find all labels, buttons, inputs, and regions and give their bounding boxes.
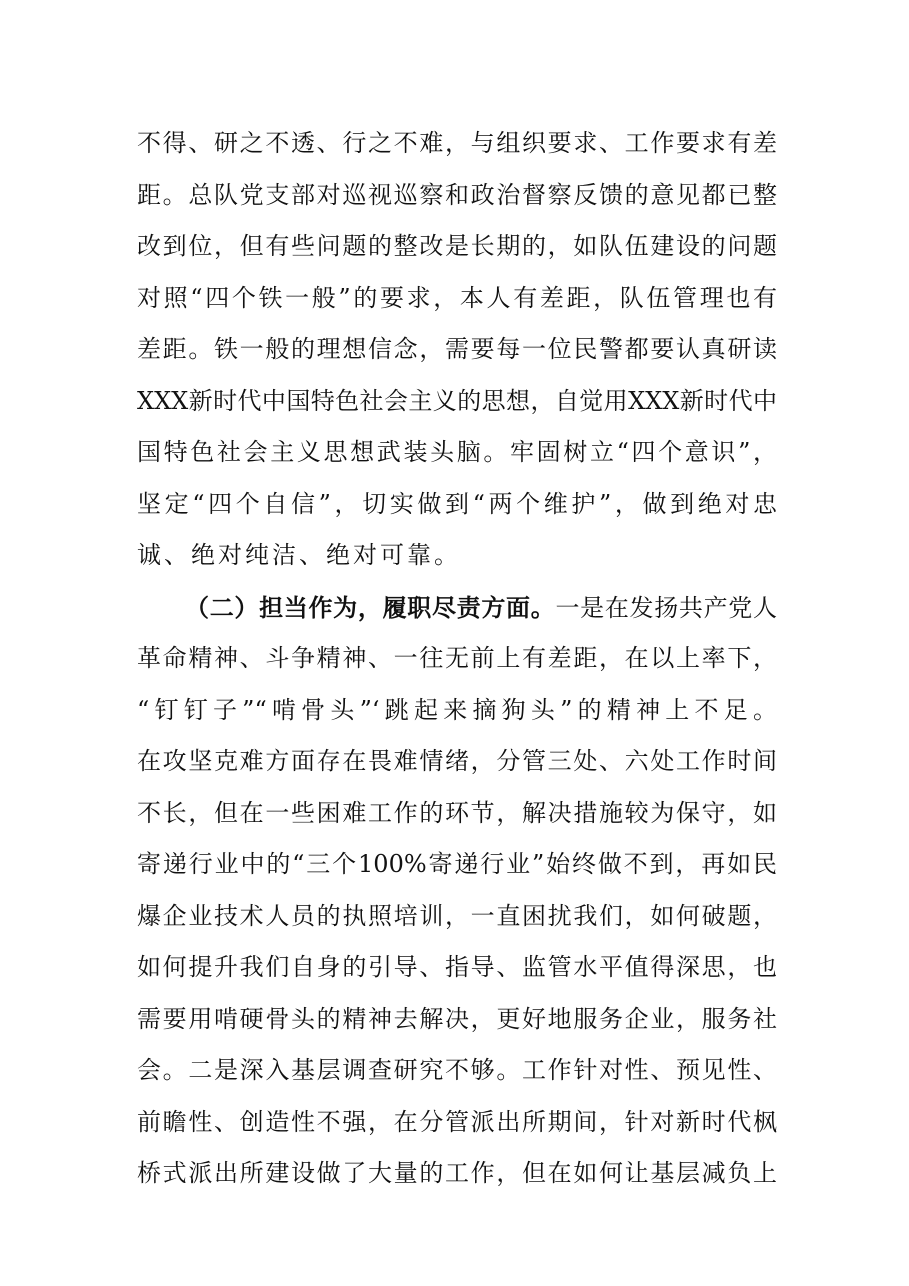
- text-line: 坚定“四个自信”，切实做到“两个维护”，做到绝对忠: [137, 489, 777, 518]
- text-line-first: [137, 582, 777, 634]
- text-line: 诚、绝对纯洁、绝对可靠。: [137, 541, 461, 569]
- text-line: 在攻坚克难方面存在畏难情绪，分管三处、六处工作时间: [137, 747, 777, 775]
- text-line: 爆企业技术人员的执照培训，一直困扰我们，如何破题，: [137, 901, 777, 930]
- text-line: 改到位，但有些问题的整改是长期的，如队伍建设的问题: [137, 232, 777, 260]
- text-line: 会。二是深入基层调查研究不够。工作针对性、预见性、: [137, 1056, 777, 1084]
- heading-continuation: 一是在发扬共产党人: [555, 593, 778, 622]
- text-line: 桥式派出所建设做了大量的工作，但在如何让基层减负上: [137, 1159, 777, 1187]
- paragraph-2: [137, 582, 777, 1200]
- document-body: [137, 118, 777, 1200]
- text-line: 革命精神、斗争精神、一往无前上有差距，在以上率下，: [137, 644, 777, 672]
- text-line: 国特色社会主义思想武装头脑。牢固树立“四个意识”，: [137, 438, 777, 466]
- section-heading: （二）担当作为，履职尽责方面。: [185, 592, 556, 622]
- text-line: 寄递行业中的“三个100%寄递行业”始终做不到，再如民: [137, 850, 777, 878]
- text-line: XXX新时代中国特色社会主义的思想，自觉用XXX新时代中: [137, 386, 777, 415]
- text-line: 差距。铁一般的理想信念，需要每一位民警都要认真研读: [137, 335, 777, 363]
- text-line: 距。总队党支部对巡视巡察和政治督察反馈的意见都已整: [137, 180, 777, 209]
- paragraph-1: [137, 118, 777, 582]
- text-line: 对照“四个铁一般”的要求，本人有差距，队伍管理也有: [137, 283, 777, 312]
- text-line: 不得、研之不透、行之不难，与组织要求、工作要求有差: [137, 129, 777, 157]
- text-line: 前瞻性、创造性不强，在分管派出所期间，针对新时代枫: [137, 1107, 777, 1136]
- text-line: “钉钉子”“啃骨头”‘跳起来摘狗头”的精神上不足。: [137, 695, 777, 724]
- text-line: 需要用啃硬骨头的精神去解决，更好地服务企业，服务社: [137, 1004, 777, 1033]
- text-line: 不长，但在一些困难工作的环节，解决措施较为保守，如: [137, 798, 777, 827]
- text-line: 如何提升我们自身的引导、指导、监管水平值得深思，也: [137, 953, 777, 981]
